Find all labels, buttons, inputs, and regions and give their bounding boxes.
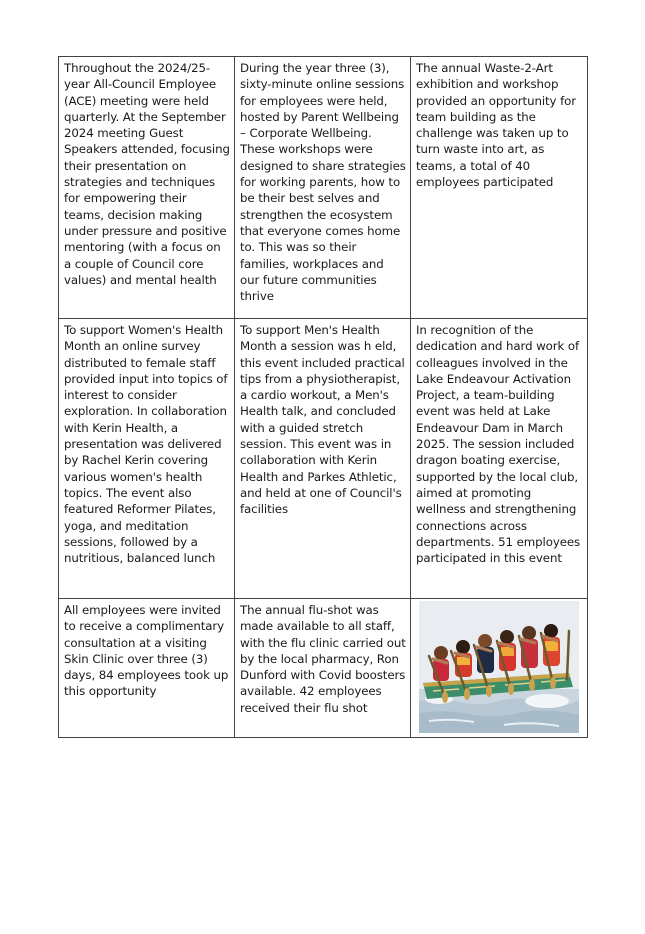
cell-flu-shot: The annual flu-shot was made available to all staff, with the flu clinic carried out by the local pharmacy, Ron Dunford with Covid boosters available. 42 employees received their flu shot (235, 599, 411, 738)
table-row (59, 319, 588, 599)
dragon-boat-photo (419, 601, 579, 733)
cell-skin-clinic: All employees were invited to receive a complimentary consultation at a visiting Skin Clinic over three (3) days, 84 employees took up this opportunity (59, 599, 235, 738)
table-row (59, 57, 588, 319)
cell-waste-2-art: The annual Waste-2-Art exhibition and workshop provided an opportunity for team building as the challenge was taken up to turn waste into art, as teams, a total of 40 employees participated (411, 57, 588, 319)
table-row (59, 599, 588, 738)
cell-lake-endeavour: In recognition of the dedication and hard work of colleagues involved in the Lake Endeavour Activation Project, a team-building event was held at Lake Endeavour Dam in March 2025. The session included dragon boating exercise, supported by the local club, aimed at promoting wellness and strengthening connections across departments. 51 employees participated in this event (411, 319, 588, 599)
cell-ace-meetings: Throughout the 2024/25-year All-Council Employee (ACE) meeting were held quarterly. At the September 2024 meeting Guest Speakers attended, focusing their presentation on strategies and techniques for empowering their teams, decision making under pressure and positive mentoring (with a focus on a couple of Council core values) and mental health (59, 57, 235, 319)
cell-mens-health: To support Men's Health Month a session was h eld, this event included practical tips from a physiotherapist, a cardio workout, a Men's Health talk, and concluded with a guided stretch session. This event was in collaboration with Kerin Health and Parkes Athletic, and held at one of Council's facilities (235, 319, 411, 599)
cell-parent-wellbeing: During the year three (3), sixty-minute online sessions for employees were held, hosted by Parent Wellbeing – Corporate Wellbeing. These workshops were designed to share strategies for working parents, how to be their best selves and strengthen the ecosystem that everyone comes home to. This was so their families, workplaces and our future communities thrive (235, 57, 411, 319)
photo-cell (411, 599, 588, 738)
cell-womens-health: To support Women's Health Month an online survey distributed to female staff provided input into topics of interest to consider exploration. In collaboration with Kerin Health, a presentation was delivered by Rachel Kerin covering various women's health topics. The event also featured Reformer Pilates, yoga, and meditation sessions, followed by a nutritious, balanced lunch (59, 319, 235, 599)
activities-table (58, 56, 588, 738)
